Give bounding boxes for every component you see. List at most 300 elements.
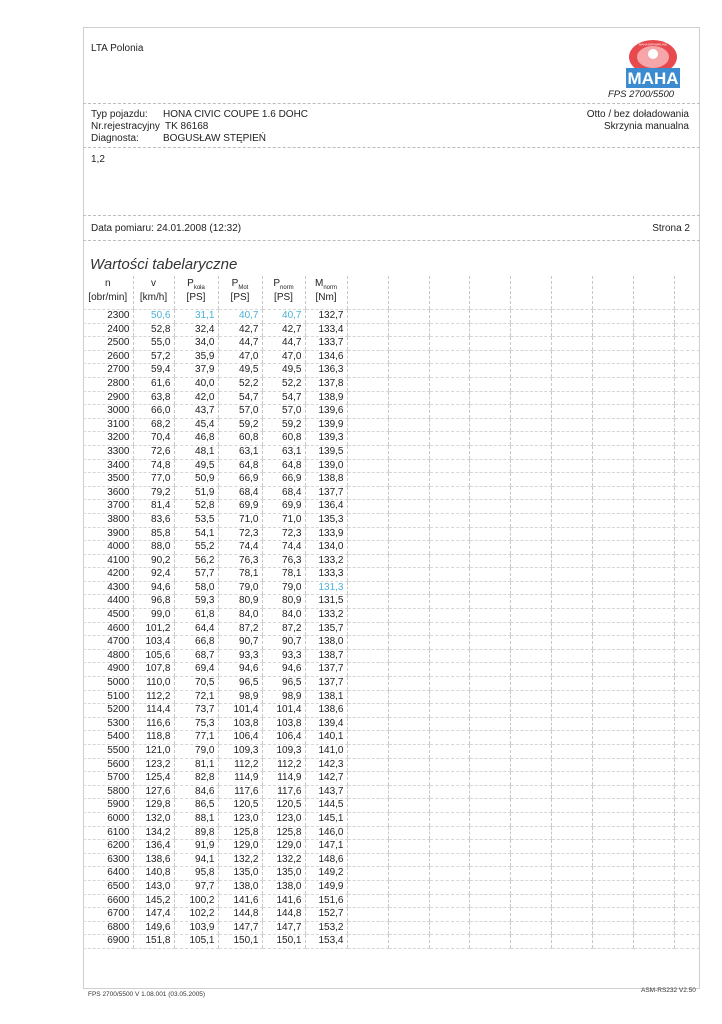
table-row	[83, 568, 700, 582]
table-cell: 144,8	[262, 908, 305, 922]
table-cell: 109,3	[262, 745, 305, 759]
table-cell: 31,1	[174, 310, 218, 324]
table-cell: 125,8	[218, 826, 262, 840]
table-cell: 60,8	[262, 432, 305, 446]
gearbox-type: Skrzynia manualna	[603, 121, 689, 132]
table-cell: 110,0	[133, 677, 174, 691]
table-cell: 6100	[83, 826, 133, 840]
table-row	[83, 310, 700, 324]
table-cell: 6400	[83, 867, 133, 881]
table-cell: 54,7	[218, 391, 262, 405]
table-cell: 79,0	[262, 581, 305, 595]
table-cell: 149,2	[305, 867, 347, 881]
measurement-date: Data pomiaru: 24.01.2008 (12:32)	[91, 223, 242, 234]
diagnostician-label: Diagnosta:	[91, 133, 139, 144]
table-cell: 112,2	[262, 758, 305, 772]
table-cell: 4900	[83, 663, 133, 677]
table-row	[83, 541, 700, 555]
table-cell: 72,3	[262, 527, 305, 541]
table-cell: 153,2	[305, 921, 347, 935]
table-cell: 105,6	[133, 649, 174, 663]
table-cell: 60,8	[218, 432, 262, 446]
table-cell: 76,3	[262, 554, 305, 568]
table-cell: 84,0	[262, 609, 305, 623]
table-cell: 81,1	[174, 758, 218, 772]
table-cell: 72,3	[218, 527, 262, 541]
column-header: v [km/h]	[133, 276, 174, 310]
table-cell: 134,6	[305, 350, 347, 364]
table-cell: 138,1	[305, 690, 347, 704]
table-cell: 94,6	[218, 663, 262, 677]
table-cell: 68,4	[218, 486, 262, 500]
table-cell: 3500	[83, 473, 133, 487]
table-cell: 139,9	[305, 418, 347, 432]
column-header: $M_{norm}$ [Nm]	[305, 276, 347, 310]
table-cell: 138,6	[133, 853, 174, 867]
table-cell: 151,8	[133, 935, 174, 949]
table-cell: 117,6	[262, 785, 305, 799]
table-cell: 94,1	[174, 853, 218, 867]
column-header: $P_{Mot}$ [PS]	[218, 276, 262, 310]
table-cell: 129,8	[133, 799, 174, 813]
table-cell: 2700	[83, 364, 133, 378]
table-cell: 114,4	[133, 704, 174, 718]
company-name: LTA Polonia	[91, 43, 144, 54]
table-cell: 2600	[83, 350, 133, 364]
table-row	[83, 445, 700, 459]
table-cell: 6200	[83, 840, 133, 854]
table-cell: 137,7	[305, 677, 347, 691]
table-cell: 140,1	[305, 731, 347, 745]
table-cell: 96,5	[218, 677, 262, 691]
table-cell: 59,3	[174, 595, 218, 609]
table-row	[83, 500, 700, 514]
table-cell: 82,8	[174, 772, 218, 786]
table-cell: 99,0	[133, 609, 174, 623]
table-cell: 135,7	[305, 622, 347, 636]
table-cell: 103,8	[218, 717, 262, 731]
engine-type: Otto / bez doładowania	[586, 109, 689, 120]
table-cell: 42,0	[174, 391, 218, 405]
vehicle-type-label: Typ pojazdu:	[91, 109, 148, 120]
table-cell: 3300	[83, 445, 133, 459]
table-title: Wartości tabelaryczne	[90, 256, 238, 273]
table-cell: 4700	[83, 636, 133, 650]
table-cell: 141,6	[262, 894, 305, 908]
table-cell: 5000	[83, 677, 133, 691]
table-cell: 97,7	[174, 880, 218, 894]
table-cell: 61,6	[133, 377, 174, 391]
table-cell: 117,6	[218, 785, 262, 799]
table-cell: 138,6	[305, 704, 347, 718]
table-cell: 34,0	[174, 337, 218, 351]
vehicle-type-value: HONA CIVIC COUPE 1.6 DOHC	[163, 109, 309, 120]
table-row	[83, 527, 700, 541]
table-row	[83, 323, 700, 337]
table-cell: 153,4	[305, 935, 347, 949]
divider	[83, 147, 700, 148]
table-cell: 138,0	[262, 880, 305, 894]
table-cell: 69,4	[174, 663, 218, 677]
table-cell: 145,1	[305, 812, 347, 826]
table-header-row	[83, 276, 700, 310]
model-code: FPS 2700/5500	[608, 89, 675, 100]
table-cell: 123,0	[218, 812, 262, 826]
table-cell: 2500	[83, 337, 133, 351]
divider	[83, 240, 700, 241]
table-row	[83, 799, 700, 813]
table-cell: 78,1	[262, 568, 305, 582]
table-cell: 150,1	[262, 935, 305, 949]
table-cell: 69,9	[218, 500, 262, 514]
table-cell: 147,7	[262, 921, 305, 935]
table-cell: 144,8	[218, 908, 262, 922]
table-cell: 42,7	[262, 323, 305, 337]
table-cell: 118,8	[133, 731, 174, 745]
table-cell: 139,3	[305, 432, 347, 446]
table-row	[83, 785, 700, 799]
table-cell: 4200	[83, 568, 133, 582]
table-cell: 4800	[83, 649, 133, 663]
table-cell: 84,6	[174, 785, 218, 799]
table-cell: 2400	[83, 323, 133, 337]
table-cell: 132,2	[218, 853, 262, 867]
table-cell: 133,7	[305, 337, 347, 351]
table-cell: 95,8	[174, 867, 218, 881]
table-cell: 3600	[83, 486, 133, 500]
table-cell: 106,4	[218, 731, 262, 745]
table-cell: 85,8	[133, 527, 174, 541]
table-cell: 131,3	[305, 581, 347, 595]
table-cell: 125,8	[262, 826, 305, 840]
table-cell: 32,4	[174, 323, 218, 337]
table-cell: 49,5	[174, 459, 218, 473]
table-cell: 120,5	[218, 799, 262, 813]
table-cell: 2900	[83, 391, 133, 405]
table-cell: 4100	[83, 554, 133, 568]
table-row	[83, 880, 700, 894]
table-cell: 141,0	[305, 745, 347, 759]
table-cell: 2800	[83, 377, 133, 391]
table-row	[83, 595, 700, 609]
table-row	[83, 867, 700, 881]
table-row	[83, 350, 700, 364]
table-cell: 64,4	[174, 622, 218, 636]
table-cell: 129,0	[218, 840, 262, 854]
table-cell: 40,0	[174, 377, 218, 391]
table-cell: 105,1	[174, 935, 218, 949]
table-cell: 138,0	[218, 880, 262, 894]
page-number: Strona 2	[652, 223, 690, 234]
table-cell: 140,8	[133, 867, 174, 881]
table-cell: 63,1	[218, 445, 262, 459]
table-row	[83, 337, 700, 351]
table-cell: 138,0	[305, 636, 347, 650]
column-header: $P_{koła}$ [PS]	[174, 276, 218, 310]
table-cell: 101,2	[133, 622, 174, 636]
table-row	[83, 473, 700, 487]
table-cell: 94,6	[133, 581, 174, 595]
table-cell: 52,2	[262, 377, 305, 391]
table-row	[83, 377, 700, 391]
table-cell: 132,2	[262, 853, 305, 867]
logo-ring-text: MAHA ERFAHRUNG	[638, 42, 668, 47]
column-header: $P_{norm}$ [PS]	[262, 276, 305, 310]
table-cell: 64,8	[218, 459, 262, 473]
table-cell: 74,8	[133, 459, 174, 473]
table-cell: 63,1	[262, 445, 305, 459]
table-cell: 136,3	[305, 364, 347, 378]
comment-text: 1,2	[91, 154, 105, 165]
table-cell: 131,5	[305, 595, 347, 609]
table-row	[83, 622, 700, 636]
table-cell: 52,8	[174, 500, 218, 514]
table-cell: 54,1	[174, 527, 218, 541]
table-cell: 5100	[83, 690, 133, 704]
table-cell: 90,7	[218, 636, 262, 650]
table-cell: 133,2	[305, 554, 347, 568]
table-row	[83, 663, 700, 677]
table-row	[83, 459, 700, 473]
table-cell: 58,0	[174, 581, 218, 595]
table-cell: 101,4	[218, 704, 262, 718]
table-cell: 49,5	[218, 364, 262, 378]
table-cell: 123,2	[133, 758, 174, 772]
table-row	[83, 772, 700, 786]
table-cell: 5900	[83, 799, 133, 813]
table-cell: 74,4	[262, 541, 305, 555]
table-cell: 152,7	[305, 908, 347, 922]
table-cell: 96,8	[133, 595, 174, 609]
table-cell: 98,9	[218, 690, 262, 704]
table-cell: 55,0	[133, 337, 174, 351]
table-cell: 72,6	[133, 445, 174, 459]
table-cell: 139,4	[305, 717, 347, 731]
table-cell: 133,2	[305, 609, 347, 623]
table-cell: 93,3	[262, 649, 305, 663]
table-cell: 80,9	[218, 595, 262, 609]
gear-icon	[648, 49, 658, 59]
table-cell: 66,0	[133, 405, 174, 419]
table-cell: 5800	[83, 785, 133, 799]
table-cell: 149,9	[305, 880, 347, 894]
table-cell: 109,3	[218, 745, 262, 759]
table-cell: 4600	[83, 622, 133, 636]
table-cell: 6700	[83, 908, 133, 922]
table-cell: 83,6	[133, 513, 174, 527]
table-cell: 134,0	[305, 541, 347, 555]
table-row	[83, 758, 700, 772]
table-cell: 87,2	[218, 622, 262, 636]
table-row	[83, 513, 700, 527]
table-cell: 89,8	[174, 826, 218, 840]
table-row	[83, 717, 700, 731]
table-row	[83, 649, 700, 663]
table-cell: 116,6	[133, 717, 174, 731]
table-cell: 4300	[83, 581, 133, 595]
registration-value: TK 86168	[165, 121, 209, 132]
table-cell: 88,0	[133, 541, 174, 555]
table-cell: 66,9	[218, 473, 262, 487]
table-cell: 5700	[83, 772, 133, 786]
table-row	[83, 921, 700, 935]
table-cell: 71,0	[218, 513, 262, 527]
table-cell: 143,0	[133, 880, 174, 894]
table-row	[83, 432, 700, 446]
table-cell: 79,0	[174, 745, 218, 759]
maha-logo	[622, 38, 684, 90]
table-cell: 80,9	[262, 595, 305, 609]
column-header: n [obr/min]	[83, 276, 133, 310]
table-cell: 72,1	[174, 690, 218, 704]
table-cell: 106,4	[262, 731, 305, 745]
table-cell: 100,2	[174, 894, 218, 908]
table-cell: 103,8	[262, 717, 305, 731]
table-cell: 96,5	[262, 677, 305, 691]
table-cell: 53,5	[174, 513, 218, 527]
table-row	[83, 704, 700, 718]
table-cell: 5600	[83, 758, 133, 772]
table-cell: 147,1	[305, 840, 347, 854]
table-cell: 3800	[83, 513, 133, 527]
table-row	[83, 908, 700, 922]
table-cell: 75,3	[174, 717, 218, 731]
table-cell: 143,7	[305, 785, 347, 799]
table-cell: 91,9	[174, 840, 218, 854]
table-row	[83, 418, 700, 432]
table-cell: 3700	[83, 500, 133, 514]
table-cell: 127,6	[133, 785, 174, 799]
table-cell: 56,2	[174, 554, 218, 568]
table-cell: 54,7	[262, 391, 305, 405]
table-cell: 147,4	[133, 908, 174, 922]
table-cell: 5300	[83, 717, 133, 731]
table-row	[83, 840, 700, 854]
table-cell: 138,7	[305, 649, 347, 663]
table-cell: 57,0	[218, 405, 262, 419]
table-row	[83, 894, 700, 908]
table-cell: 79,0	[218, 581, 262, 595]
table-cell: 59,4	[133, 364, 174, 378]
table-cell: 66,8	[174, 636, 218, 650]
table-cell: 35,9	[174, 350, 218, 364]
divider	[83, 103, 700, 104]
table-cell: 138,9	[305, 391, 347, 405]
table-cell: 6000	[83, 812, 133, 826]
table-cell: 139,6	[305, 405, 347, 419]
table-cell: 134,2	[133, 826, 174, 840]
table-cell: 50,9	[174, 473, 218, 487]
table-cell: 137,8	[305, 377, 347, 391]
table-cell: 103,9	[174, 921, 218, 935]
table-cell: 6600	[83, 894, 133, 908]
table-cell: 150,1	[218, 935, 262, 949]
table-cell: 59,2	[262, 418, 305, 432]
table-cell: 70,5	[174, 677, 218, 691]
table-cell: 42,7	[218, 323, 262, 337]
table-cell: 63,8	[133, 391, 174, 405]
table-cell: 139,5	[305, 445, 347, 459]
table-cell: 135,3	[305, 513, 347, 527]
table-row	[83, 812, 700, 826]
table-cell: 69,9	[262, 500, 305, 514]
table-cell: 148,6	[305, 853, 347, 867]
table-cell: 77,1	[174, 731, 218, 745]
table-cell: 71,0	[262, 513, 305, 527]
table-cell: 3000	[83, 405, 133, 419]
table-cell: 90,2	[133, 554, 174, 568]
table-cell: 47,0	[262, 350, 305, 364]
table-cell: 120,5	[262, 799, 305, 813]
table-cell: 5200	[83, 704, 133, 718]
table-cell: 93,3	[218, 649, 262, 663]
table-cell: 64,8	[262, 459, 305, 473]
table-cell: 6900	[83, 935, 133, 949]
table-cell: 46,8	[174, 432, 218, 446]
table-cell: 51,9	[174, 486, 218, 500]
table-cell: 81,4	[133, 500, 174, 514]
table-cell: 114,9	[218, 772, 262, 786]
table-cell: 50,6	[133, 310, 174, 324]
table-cell: 3900	[83, 527, 133, 541]
table-cell: 74,4	[218, 541, 262, 555]
table-row	[83, 581, 700, 595]
table-cell: 102,2	[174, 908, 218, 922]
table-row	[83, 636, 700, 650]
table-cell: 68,2	[133, 418, 174, 432]
table-cell: 87,2	[262, 622, 305, 636]
table-cell: 147,7	[218, 921, 262, 935]
table-cell: 66,9	[262, 473, 305, 487]
table-cell: 68,7	[174, 649, 218, 663]
table-row	[83, 935, 700, 949]
footer-left: FPS 2700/5500 V 1.08.001 (03.05.2005)	[88, 991, 206, 998]
registration-label: Nr.rejestracyjny	[91, 121, 160, 132]
table-cell: 79,2	[133, 486, 174, 500]
table-cell: 133,3	[305, 568, 347, 582]
table-cell: 43,7	[174, 405, 218, 419]
table-cell: 135,0	[262, 867, 305, 881]
table-cell: 37,9	[174, 364, 218, 378]
table-row	[83, 731, 700, 745]
table-cell: 49,5	[262, 364, 305, 378]
table-cell: 78,1	[218, 568, 262, 582]
table-row	[83, 690, 700, 704]
table-cell: 98,9	[262, 690, 305, 704]
table-cell: 112,2	[133, 690, 174, 704]
table-cell: 57,7	[174, 568, 218, 582]
table-cell: 136,4	[305, 500, 347, 514]
table-cell: 151,6	[305, 894, 347, 908]
table-cell: 52,2	[218, 377, 262, 391]
table-cell: 68,4	[262, 486, 305, 500]
table-cell: 141,6	[218, 894, 262, 908]
table-cell: 103,4	[133, 636, 174, 650]
table-row	[83, 609, 700, 623]
table-cell: 5400	[83, 731, 133, 745]
table-cell: 146,0	[305, 826, 347, 840]
table-cell: 129,0	[262, 840, 305, 854]
table-cell: 3400	[83, 459, 133, 473]
values-table	[83, 276, 700, 949]
table-cell: 6500	[83, 880, 133, 894]
table-cell: 101,4	[262, 704, 305, 718]
table-row	[83, 853, 700, 867]
table-cell: 94,6	[262, 663, 305, 677]
table-cell: 135,0	[218, 867, 262, 881]
table-cell: 57,2	[133, 350, 174, 364]
table-cell: 139,0	[305, 459, 347, 473]
